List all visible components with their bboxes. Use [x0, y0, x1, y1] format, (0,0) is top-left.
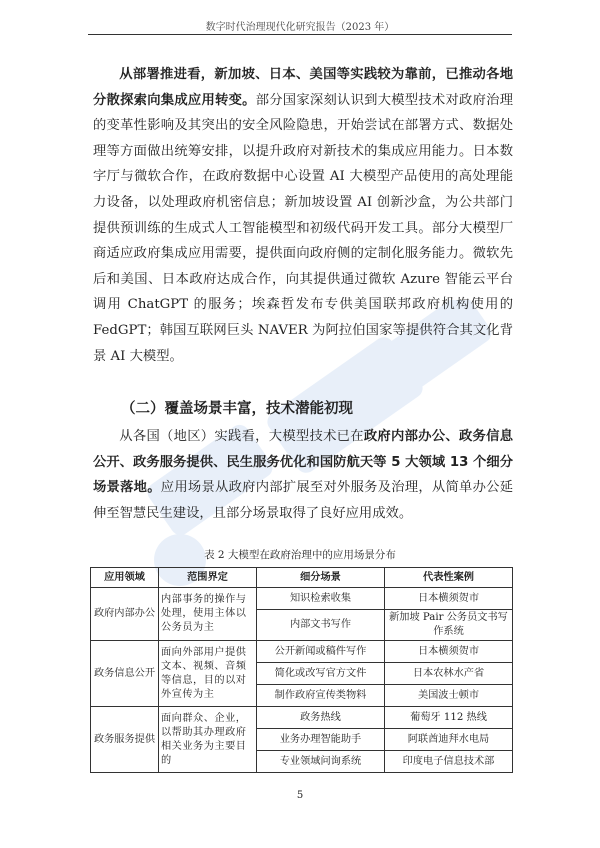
case-cell: 新加坡 Pair 公务员文书写作系统 [385, 610, 513, 641]
case-cell: 日本农林水产省 [385, 663, 513, 685]
table-caption: 表 2 大模型在政府治理中的应用场景分布 [204, 549, 396, 561]
paragraph-scenarios [93, 424, 513, 526]
column-header-domain: 应用领域 [91, 568, 159, 588]
header-rule [88, 34, 512, 35]
section-heading: （二）覆盖场景丰富，技术潜能初现 [121, 401, 353, 417]
paragraph-bold: 政府内部办公、政务信息公开、政务服务提供、民生服务优化和国防航天等 5 大领域 13 个细分场景落地。 [93, 429, 514, 496]
case-cell: 葡萄牙 112 热线 [385, 707, 513, 729]
column-header-case: 代表性案例 [385, 568, 513, 588]
case-cell: 日本横须贺市 [385, 641, 513, 663]
paragraph-lead-bold: 从部署推进看，新加坡、日本、美国等实践较为靠前，已推动各地分散探索向集成应用转变。 [93, 67, 513, 108]
scenario-cell: 简化或改写官方文件 [257, 663, 385, 685]
scenario-cell: 政务热线 [257, 707, 385, 729]
scenario-cell: 专业领域问询系统 [257, 751, 385, 773]
case-cell: 日本横须贺市 [385, 588, 513, 610]
scope-cell: 内部事务的操作与处理，使用主体以公务员为主 [159, 588, 257, 641]
domain-cell: 政务服务提供 [91, 707, 159, 773]
case-cell: 美国波士顿市 [385, 685, 513, 707]
scenario-cell: 公开新闻或稿件写作 [257, 641, 385, 663]
case-cell: 阿联酋迪拜水电局 [385, 729, 513, 751]
scenario-cell: 业务办理智能助手 [257, 729, 385, 751]
table-row [91, 641, 513, 663]
scope-cell: 面向外部用户提供文本、视频、音频等信息，目的以对外宣传为主 [159, 641, 257, 707]
table-row [91, 707, 513, 729]
column-header-scope: 范围界定 [159, 568, 257, 588]
scenario-cell: 制作政府宣传类物料 [257, 685, 385, 707]
running-header: 数字时代治理现代化研究报告（2023 年） [205, 22, 395, 33]
scenario-table-container [90, 567, 512, 773]
domain-cell: 政府内部办公 [91, 588, 159, 641]
domain-cell: 政务信息公开 [91, 641, 159, 707]
paragraph-body: 应用场景从政府内部扩展至对外服务及治理，从简单办公延伸至智慧民生建设，且部分场景取得了良好应用成效。 [93, 480, 514, 521]
paragraph-body: 部分国家深刻认识到大模型技术对政府治理的变革性影响及其突出的安全风险隐患，开始尝试在部署方式、数据处理等方面做出统筹安排，以提升政府对新技术的集成应用能力。日本数字厅与微软合作，在政府数据中心设置 AI 大模型产品使用的高处理能力设备，以处理政府机密信息；新加坡设置 AI 创新沙盒，为公共部门提供预训练的生成式人工智能模型和初级代码开发工具。部分大模型厂商适应政府集成应用需要，提供面向政府侧的定制化服务能力。微软先后和美国、日本政府达成合作，向其提供通过微软 Azure 智能云平台调用 ChatGPT 的服务；埃森哲发布专供美国联邦政府机构使用的 FedGPT；韩国互联网巨头 NAVER 为阿拉伯国家等提供符合其文化背景 AI 大模型。 [93, 92, 514, 364]
table-row [91, 588, 513, 610]
scenario-cell: 内部文书写作 [257, 610, 385, 641]
page-number: 5 [296, 790, 304, 801]
paragraph-intro: 从各国（地区）实践看，大模型技术已在 [119, 429, 364, 444]
paragraph-deployment [93, 62, 513, 369]
scope-cell: 面向群众、企业，以帮助其办理政府相关业务为主要目的 [159, 707, 257, 773]
scenario-table [90, 567, 513, 773]
column-header-scenario: 细分场景 [257, 568, 385, 588]
case-cell: 印度电子信息技术部 [385, 751, 513, 773]
scenario-cell: 知识检索收集 [257, 588, 385, 610]
